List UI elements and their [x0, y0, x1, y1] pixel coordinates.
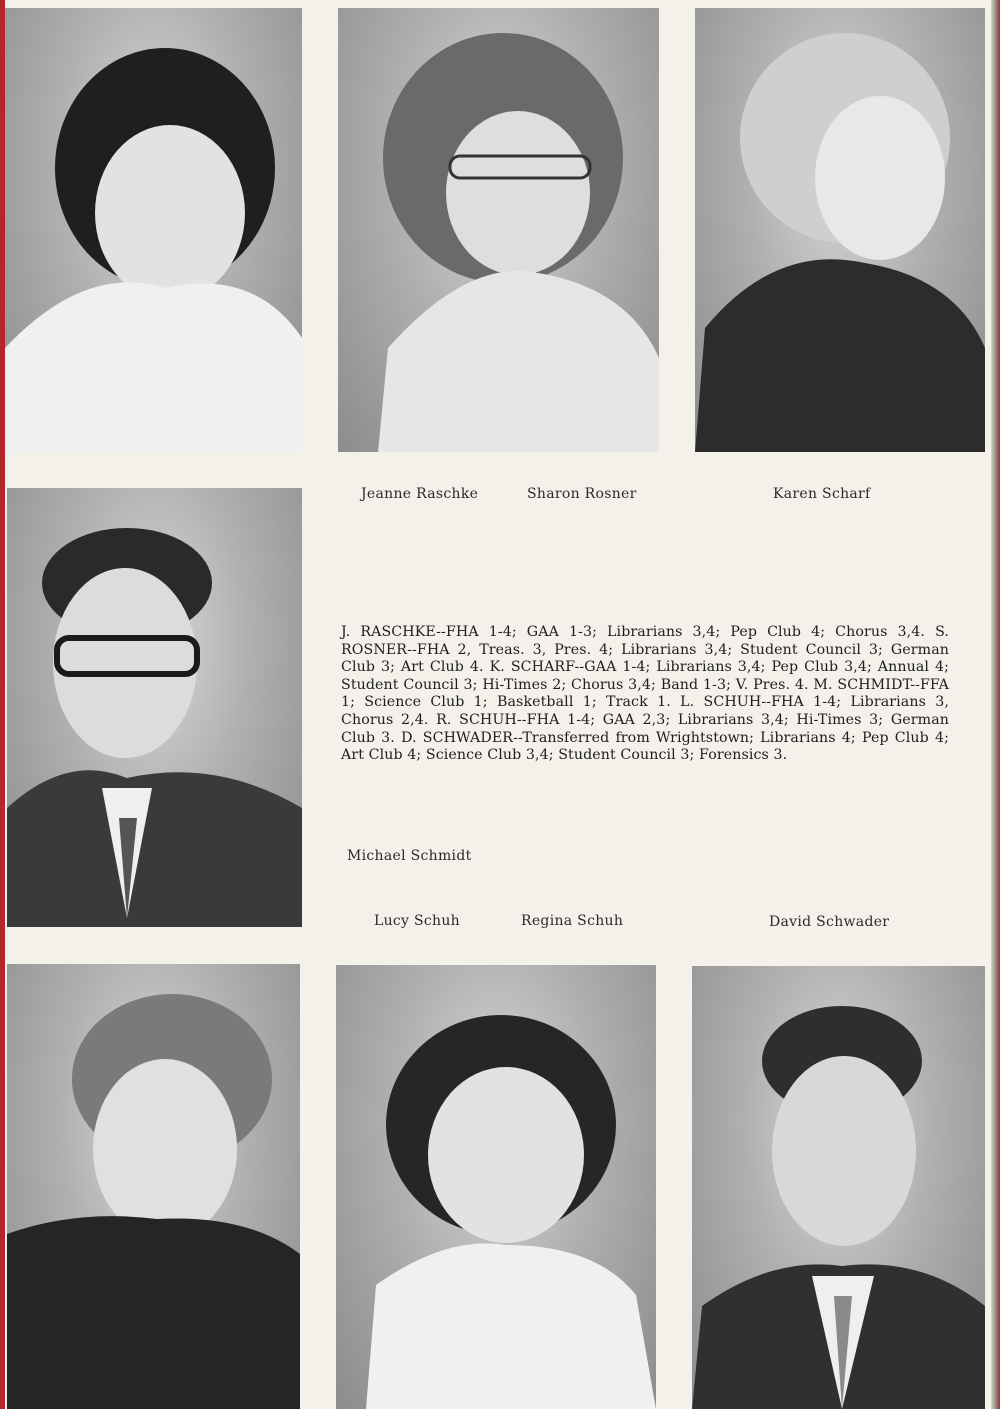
portrait-lucy-schuh [7, 964, 300, 1409]
yearbook-page [5, 0, 993, 1409]
caption-sharon-rosner: Sharon Rosner [527, 486, 637, 502]
caption-lucy-schuh: Lucy Schuh [374, 913, 460, 929]
portrait-jeanne-raschke [5, 8, 302, 452]
portrait-david-schwader [692, 966, 985, 1409]
caption-regina-schuh: Regina Schuh [521, 913, 624, 929]
activities-text: J. RASCHKE--FHA 1-4; GAA 1-3; Librarians 3,4; Pep Club 4; Chorus 3,4. S. ROSNER--FHA 2, Treas. 3, Pres. 4; Librarians 3,4; Student Council 3; German Club 3; Art Club 4. K. SCHARF--GAA 1-4; Librarians 3,4; Pep Club 3,4; Annual 4; Student Council 3; Hi-Times 2; Chorus 3,4; Band 1-3; V. Pres. 4. M. SCHMIDT--FFA 1; Science Club 1; Basketball 1; Track 1. L. SCHUH--FHA 1-4; Librarians 3, Chorus 2,4. R. SCHUH--FHA 1-4; GAA 2,3; Librarians 3,4; Hi-Times 3; German Club 3. D. SCHWADER--Transferred from Wrightstown; Librarians 4; Pep Club 4; Art Club 4; Science Club 3,4; Student Council 3; Forensics 3. [341, 624, 949, 764]
caption-karen-scharf: Karen Scharf [773, 486, 871, 502]
portrait-sharon-rosner [338, 8, 659, 452]
portrait-karen-scharf [695, 8, 985, 452]
portrait-regina-schuh [336, 965, 656, 1409]
caption-jeanne-raschke: Jeanne Raschke [361, 486, 479, 502]
caption-david-schwader: David Schwader [769, 914, 890, 930]
book-spine-edge [991, 0, 1000, 1409]
caption-michael-schmidt: Michael Schmidt [347, 848, 472, 864]
portrait-michael-schmidt [7, 488, 302, 927]
